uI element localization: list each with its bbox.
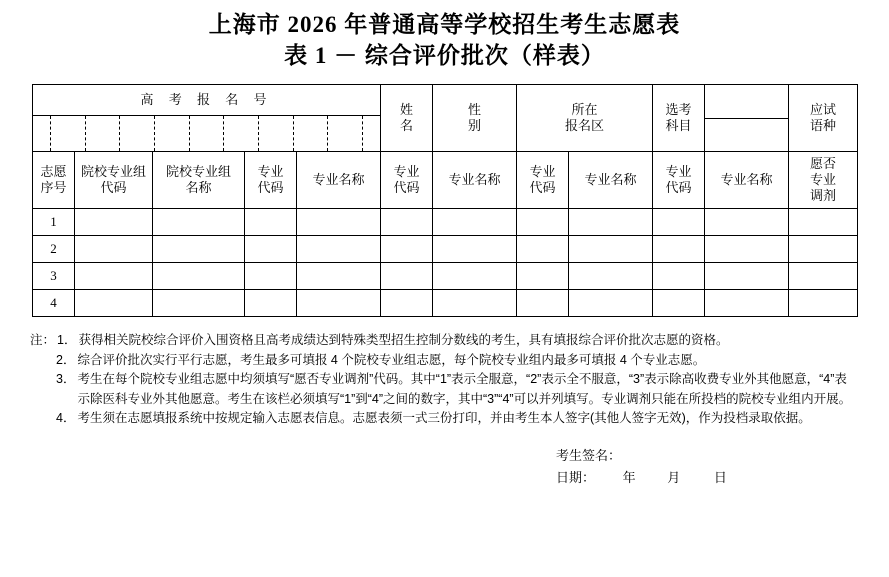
table-row <box>33 236 858 263</box>
cell-major-code-4[interactable] <box>653 236 705 263</box>
cell-major-name-3[interactable] <box>569 263 653 290</box>
notes-label: 注： <box>30 333 56 347</box>
column-header-major-name-1: 专业名称 <box>297 152 381 209</box>
row-sequence-number: 4 <box>33 290 75 317</box>
column-header-group-name: 院校专业组 名称 <box>153 152 245 209</box>
signature-name-label: 考生签名： <box>556 447 622 463</box>
cell-major-name-2[interactable] <box>433 263 517 290</box>
signature-date-line <box>556 467 889 489</box>
form-table-wrapper <box>32 84 857 317</box>
cell-group-code[interactable] <box>75 209 153 236</box>
cell-major-name-4[interactable] <box>705 263 789 290</box>
exam-number-digit[interactable] <box>33 116 50 151</box>
cell-major-name-3[interactable] <box>569 236 653 263</box>
language-label-cell: 应试 语种 <box>789 85 858 152</box>
cell-major-name-3[interactable] <box>569 209 653 236</box>
exam-number-digit[interactable] <box>120 116 155 151</box>
row-sequence-number: 1 <box>33 209 75 236</box>
note-text: 获得相关院校综合评价入围资格且高考成绩达到特殊类型招生控制分数线的考生，具有填报综合评价批次志愿的资格。 <box>78 333 729 347</box>
cell-group-name[interactable] <box>153 209 245 236</box>
exam-number-digit[interactable] <box>50 116 85 151</box>
cell-major-name-2[interactable] <box>433 290 517 317</box>
cell-major-adjust[interactable] <box>789 209 858 236</box>
column-header-major-name-2: 专业名称 <box>433 152 517 209</box>
exam-number-digit[interactable] <box>224 116 259 151</box>
cell-major-code-4[interactable] <box>653 209 705 236</box>
cell-major-name-2[interactable] <box>433 209 517 236</box>
elective-subject-input-cell[interactable] <box>705 85 789 152</box>
elective-subject-input-top[interactable] <box>705 118 788 119</box>
cell-major-code-1[interactable] <box>245 209 297 236</box>
cell-major-code-4[interactable] <box>653 290 705 317</box>
cell-group-name[interactable] <box>153 263 245 290</box>
column-header-major-code-2: 专业 代码 <box>381 152 433 209</box>
note-number: 3． <box>56 372 76 386</box>
table-row <box>33 290 858 317</box>
page-subtitle: 表 1 － 综合评价批次（样表） <box>284 43 605 68</box>
cell-major-code-1[interactable] <box>245 290 297 317</box>
cell-major-code-2[interactable] <box>381 263 433 290</box>
cell-major-name-4[interactable] <box>705 290 789 317</box>
district-label-cell: 所在 报名区 <box>517 85 653 152</box>
signature-block <box>0 445 889 489</box>
column-header-group-code: 院校专业组 代码 <box>75 152 153 209</box>
exam-number-digit[interactable] <box>154 116 189 151</box>
exam-number-digit[interactable] <box>363 116 380 151</box>
cell-major-adjust[interactable] <box>789 236 858 263</box>
exam-number-input-cell[interactable] <box>33 116 381 152</box>
exam-number-digit[interactable] <box>258 116 293 151</box>
cell-group-name[interactable] <box>153 290 245 317</box>
column-header-major-code-3: 专业 代码 <box>517 152 569 209</box>
cell-major-code-3[interactable] <box>517 209 569 236</box>
cell-group-code[interactable] <box>75 236 153 263</box>
signature-name-line <box>556 445 889 467</box>
cell-major-name-1[interactable] <box>297 209 381 236</box>
column-header-major-code-1: 专业 代码 <box>245 152 297 209</box>
note-number: 1． <box>57 333 77 347</box>
cell-major-code-2[interactable] <box>381 209 433 236</box>
cell-major-code-2[interactable] <box>381 290 433 317</box>
table-row <box>33 209 858 236</box>
row-sequence-number: 2 <box>33 236 75 263</box>
cell-major-code-3[interactable] <box>517 290 569 317</box>
column-header-major-code-4: 专业 代码 <box>653 152 705 209</box>
note-item <box>30 370 859 409</box>
cell-group-code[interactable] <box>75 290 153 317</box>
column-header-major-name-3: 专业名称 <box>569 152 653 209</box>
note-item <box>30 409 859 429</box>
table-row <box>33 263 858 290</box>
gender-label-cell: 性 别 <box>433 85 517 152</box>
note-text: 考生须在志愿填报系统中按规定输入志愿表信息。志愿表须一式三份打印，并由考生本人签字(其他人签字无效)，作为投档录取依据。 <box>77 411 811 425</box>
cell-major-name-1[interactable] <box>297 236 381 263</box>
cell-group-name[interactable] <box>153 236 245 263</box>
notes-section <box>30 331 859 429</box>
cell-major-code-4[interactable] <box>653 263 705 290</box>
cell-major-name-4[interactable] <box>705 236 789 263</box>
note-number: 4． <box>56 411 76 425</box>
name-label-cell: 姓 名 <box>381 85 433 152</box>
note-item <box>30 351 859 371</box>
note-text: 综合评价批次实行平行志愿，考生最多可填报 4 个院校专业组志愿，每个院校专业组内最多可填报 4 个专业志愿。 <box>77 352 706 367</box>
cell-major-adjust[interactable] <box>789 290 858 317</box>
cell-major-name-4[interactable] <box>705 209 789 236</box>
exam-number-digit[interactable] <box>85 116 120 151</box>
row-sequence-number: 3 <box>33 263 75 290</box>
exam-number-label-cell: 高 考 报 名 号 <box>33 85 381 116</box>
cell-major-code-1[interactable] <box>245 263 297 290</box>
application-form-table <box>32 84 858 317</box>
signature-year-label: 年 <box>622 469 636 485</box>
signature-date-label: 日期： <box>556 469 596 485</box>
column-header-major-adjust: 愿否 专业 调剂 <box>789 152 858 209</box>
exam-number-digit[interactable] <box>189 116 224 151</box>
title-block <box>0 0 889 72</box>
column-header-sequence: 志愿 序号 <box>33 152 75 209</box>
cell-major-code-3[interactable] <box>517 236 569 263</box>
note-number: 2． <box>56 352 76 367</box>
signature-month-label: 月 <box>667 469 681 485</box>
cell-major-code-1[interactable] <box>245 236 297 263</box>
note-text: 考生在每个院校专业组志愿中均须填写“愿否专业调剂”代码。其中“1”表示全服意，“2”表示全不服意，“3”表示除高收费专业外其他愿意，“4”表示除医科专业外其他愿意。考生在该栏必须填写“1”到“4”之间的数字，其中“3”“4”可以并列填写。专业调剂只能在所投档的院校专业组内开展。 <box>77 372 852 406</box>
column-header-row <box>33 152 858 209</box>
cell-group-code[interactable] <box>75 263 153 290</box>
note-item <box>30 331 859 351</box>
page-title: 上海市 2026 年普通高等学校招生考生志愿表 <box>208 12 681 37</box>
exam-number-digit[interactable] <box>293 116 328 151</box>
cell-major-code-3[interactable] <box>517 263 569 290</box>
signature-day-label: 日 <box>713 469 727 485</box>
cell-major-name-1[interactable] <box>297 263 381 290</box>
cell-major-name-3[interactable] <box>569 290 653 317</box>
cell-major-name-1[interactable] <box>297 290 381 317</box>
elective-subject-label-cell: 选考 科目 <box>653 85 705 152</box>
cell-major-adjust[interactable] <box>789 263 858 290</box>
header-row-labels <box>33 85 858 116</box>
exam-number-digit[interactable] <box>328 116 363 151</box>
column-header-major-name-4: 专业名称 <box>705 152 789 209</box>
cell-major-name-2[interactable] <box>433 236 517 263</box>
cell-major-code-2[interactable] <box>381 236 433 263</box>
